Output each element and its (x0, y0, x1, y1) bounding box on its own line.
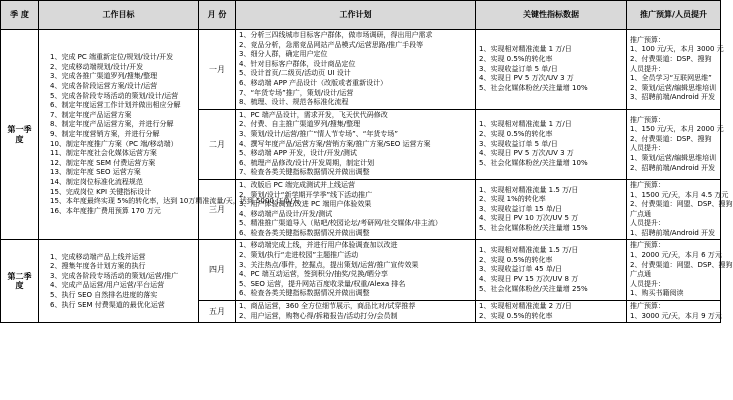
plan-cell-line: 5、设计首页/二级页/活动页 UI 设计 (239, 69, 351, 78)
quarter-cell: 第二季度 (1, 240, 39, 323)
goals-cell-line: 4、完成各阶段运营方案/设计/运营 (50, 81, 158, 90)
plan-cell-line: 3、策划/设计/运营/推广“情人节专场”、“年货专场” (239, 129, 399, 138)
goals-cell-line: 15、完成岗位 KPI 关键指标设计 (50, 187, 152, 196)
header-budget: 推广预算/人员提升 (627, 1, 721, 30)
plan-cell-line: 2、策划/执行“走进校园”主题推广活动 (239, 251, 359, 260)
budget-cell (627, 109, 724, 179)
kpi-cell-line: 2、实现 0.5%的转化率 (479, 54, 553, 63)
header-kpi: 关键性指标数据 (476, 1, 627, 30)
goals-cell-line: 2、搜集年度各计划方案的执行 (50, 262, 146, 271)
plan-cell-line: 6、检查各类关键指标数据情况并做出调整 (239, 289, 370, 298)
header-goals: 工作目标 (39, 1, 199, 30)
kpi-cell-line: 4、实现日 PV 5 万次/UV 3 万 (479, 74, 574, 83)
plan-cell (236, 30, 476, 110)
goals-cell-line: 5、完成各阶段专场活动的策划/设计/运营 (50, 91, 179, 100)
goals-cell-line: 12、制定年度 SEM 付费运营方案 (50, 158, 156, 167)
budget-cell-line: 人员提升： (630, 219, 665, 228)
goals-cell-line: 4、完成产品运营/用户运营/平台运营 (50, 281, 165, 290)
budget-cell-line: 推广预算： (630, 180, 665, 189)
budget-cell-line: 2、付费渠道：DSP、搜狗 (630, 54, 712, 63)
budget-cell-line: 2、付费渠道：网盟、DSP、搜狗 (630, 260, 733, 269)
kpi-cell (476, 301, 627, 323)
budget-cell-line: 1、招聘前端/Android 开发 (630, 228, 716, 237)
goals-cell-line: 6、制定年度运营工作计划并做出相应分解 (50, 101, 181, 110)
plan-cell-line: 5、精准推广渠道导入（贴吧/校园论坛/考研网/社交媒体/非主流） (239, 219, 442, 228)
header-month: 月 份 (199, 1, 236, 30)
plan-cell-line: 4、撰写年度产品/运营方案/营销方案/推广方案/SEO 运营方案 (239, 139, 431, 148)
kpi-cell-line: 3、实现收益订单 45 单/日 (479, 265, 563, 274)
goals-cell-line: 10、制定年度推广方案（PC 端/移动端） (50, 139, 178, 148)
goals-cell-line: 14、制定岗位标准化流程规范 (50, 177, 143, 186)
header-row (1, 1, 721, 30)
kpi-cell-line: 3、实现收益订单 15 单/日 (479, 204, 563, 213)
kpi-cell-line: 1、实现相对精准流量 1 万/日 (479, 45, 572, 54)
budget-cell (627, 30, 724, 110)
plan-cell (236, 179, 476, 240)
goals-cell-line: 15、本年度最终实现 5%的转化率，达到 10万精准流量/天，达到 5000 订单/天 (50, 197, 300, 206)
kpi-cell (476, 179, 627, 240)
plan-cell-line: 4、PC 端互动运营，签到积分/抽奖/兑换/晒分享 (239, 270, 388, 279)
kpi-cell (476, 30, 627, 110)
plan-cell-line: 2、用户运营，购物心得/拆箱报告/活动打分/会员制 (239, 311, 398, 320)
plan-cell-line: 2、付费、自主推广渠道罗列/搜集/整理 (239, 120, 361, 129)
kpi-cell (476, 109, 627, 179)
plan-cell-line: 3、关注热点/事件，挖掘点，提出策划/运营/推广宣传效果 (239, 260, 419, 269)
kpi-cell-line: 4、实现日 PV 15 万次/UV 8 万 (479, 275, 579, 284)
plan-cell-line: 8、梳理、设计、规范各标准化流程 (239, 98, 349, 107)
budget-cell (627, 179, 733, 240)
kpi-cell-line: 3、实现收益订单 5 单/日 (479, 139, 558, 148)
kpi-cell-line: 1、实现相对精准流量 1 万/日 (479, 120, 572, 129)
budget-cell-line: 推广预算： (630, 241, 665, 250)
quarter-cell: 第一季度 (1, 30, 39, 240)
goals-cell-line: 3、完成各推广渠道罗列/搜集/整理 (50, 72, 158, 81)
plan-cell (236, 109, 476, 179)
kpi-cell-line: 1、实现相对精准流量 1.5 万/日 (479, 185, 579, 194)
plan-cell-line: 2、策划/设计“新学期开学季”线下活动推广 (239, 190, 373, 199)
budget-cell-line: 推广预算： (630, 302, 665, 311)
header-quarter: 季 度 (1, 1, 39, 30)
budget-cell-line: 推广预算： (630, 35, 665, 44)
plan-cell-line: 4、移动端产品设计/开发/测试 (239, 209, 333, 218)
goals-cell-line: 13、制定年度 SEO 运营方案 (50, 168, 141, 177)
budget-cell-line: 1、100 元/天，本月 3000 元 (630, 45, 724, 54)
month-cell: 二月 (199, 109, 236, 179)
kpi-cell (476, 240, 627, 301)
plan-cell-line: 5、移动端 APP 开发，设计/开发/测试 (239, 149, 357, 158)
kpi-cell-line: 1、实现相对精准流量 2 万/日 (479, 302, 572, 311)
header-plan: 工作计划 (236, 1, 476, 30)
budget-cell-line: 广点通 (630, 209, 651, 218)
budget-cell-line: 3、招聘前端/Android 开发 (630, 93, 716, 102)
kpi-cell-line: 3、实现收益订单 5 单/日 (479, 64, 558, 73)
budget-cell-line: 1、1500 元/天，本月 4.5 万元 (630, 190, 729, 199)
plan-cell-line: 1、改版后 PC 端完成测试并上线运营 (239, 180, 356, 189)
kpi-cell-line: 2、实现 1%的转化率 (479, 195, 546, 204)
plan-cell-line: 6、梳理产品修改/设计/开发周期，制定计划 (239, 158, 375, 167)
goals-cell-line: 3、完成各阶段专场活动的策划/运营/推广 (50, 271, 179, 280)
plan-cell-line: 7、检查各类关键指标数据情况并做出调整 (239, 168, 370, 177)
budget-cell-line: 人员提升： (630, 64, 665, 73)
budget-cell-line: 1、150 元/天，本月 2000 元 (630, 125, 724, 134)
goals-cell (39, 240, 199, 323)
kpi-cell-line: 5、社会化媒体粉丝/关注量增 25% (479, 284, 588, 293)
table-row (1, 30, 721, 110)
kpi-cell-line: 2、实现 0.5%的转化率 (479, 311, 553, 320)
plan-cell-line: 1、商品运营，360 全方位细节展示，商品比对/试穿推荐 (239, 302, 416, 311)
kpi-cell-line: 5、社会化媒体粉丝/关注量增 10% (479, 158, 588, 167)
plan-cell-line: 1、移动端完成上线，并进行用户体验调查加以改进 (239, 241, 398, 250)
plan-cell-line: 4、针对目标客户群体，设计商品定位 (239, 59, 356, 68)
kpi-cell-line: 4、实现日 PV 10 万次/UV 5 万 (479, 214, 579, 223)
month-cell: 一月 (199, 30, 236, 110)
plan-cell-line: 1、PC 端产品设计，需求开发，飞天伏代码修改 (239, 110, 388, 119)
budget-cell-line: 1、全员学习“互联网思维” (630, 74, 712, 83)
table-row (1, 240, 721, 301)
budget-cell-line: 1、2000 元/天，本月 6 万元 (630, 251, 722, 260)
month-cell: 三月 (199, 179, 236, 240)
plan-cell (236, 240, 476, 301)
budget-cell-line: 2、策划/运营/编辑思维培训 (630, 83, 717, 92)
budget-cell-line: 人员提升： (630, 144, 665, 153)
budget-cell-line: 2、招聘前端/Android 开发 (630, 163, 716, 172)
budget-cell-line: 2、付费渠道：DSP、搜狗 (630, 134, 712, 143)
plan-cell-line: 3、用户体验调查/改进 PC 端用户体验效果 (239, 200, 372, 209)
goals-cell-line: 16、本年度推广费用预算 170 万元 (50, 206, 161, 215)
budget-cell-line: 2、付费渠道：网盟、DSP、搜狗 (630, 200, 733, 209)
plan-cell (236, 301, 476, 323)
budget-cell-line: 人员提升： (630, 279, 665, 288)
goals-cell-line: 11、制定年度社会化媒体运营方案 (50, 149, 157, 158)
kpi-cell-line: 2、实现 0.5%的转化率 (479, 129, 553, 138)
plan-cell-line: 6、检查各类关键指标数据情况并做出调整 (239, 228, 370, 237)
goals-cell-line: 7、制定年度产品运营方案 (50, 110, 132, 119)
goals-cell-line: 1、完成 PC 端重新定位/规划/设计/开发 (50, 53, 174, 62)
budget-cell-line: 推广预算： (630, 115, 665, 124)
goals-cell-line: 1、完成移动端产品上线并运营 (50, 252, 146, 261)
kpi-cell-line: 1、实现相对精准流量 1.5 万/日 (479, 246, 579, 255)
budget-cell-line: 1、3000 元/天，本月 9 万元 (630, 311, 722, 320)
goals-cell-line: 2、完成移动端规划/设计/开发 (50, 62, 144, 71)
kpi-cell-line: 5、社会化媒体粉丝/关注量增 15% (479, 224, 588, 233)
plan-cell-line: 5、SEO 运营，提升网站百度收录量/权重/Alexa 排名 (239, 279, 406, 288)
plan-cell-line: 6、移动端 APP 产品设计（改版或者重新设计） (239, 78, 388, 87)
kpi-cell-line: 5、社会化媒体粉丝/关注量增 10% (479, 83, 588, 92)
month-cell: 四月 (199, 240, 236, 301)
budget-cell-line: 广点通 (630, 270, 651, 279)
kpi-cell-line: 4、实现日 PV 5 万次/UV 3 万 (479, 149, 574, 158)
goals-cell-line: 5、执行 SEO 自然排名进度的落实 (50, 290, 158, 299)
month-cell: 五月 (199, 301, 236, 323)
kpi-cell-line: 2、实现 0.5%的转化率 (479, 255, 553, 264)
budget-cell (627, 240, 733, 301)
budget-cell (627, 301, 721, 323)
goals-cell-line: 9、制定年度营销方案，并进行分解 (50, 129, 160, 138)
goals-cell-line: 8、制定年度产品运营方案，并进行分解 (50, 120, 174, 129)
budget-cell-line: 1、购买书籍阅读 (630, 289, 684, 298)
plan-cell-line: 2、竞品分析，急需竞品网站产品模式/运营思路/推广手段等 (239, 40, 424, 49)
plan-cell-line: 1、分析三四线城市目标客户群体，做市场调研，得出用户需求 (239, 31, 433, 39)
plan-cell-line: 3、细分人群，确定用户定位 (239, 50, 328, 59)
goals-cell-line: 6、执行 SEM 付费渠道的最优化运营 (50, 300, 165, 309)
plan-cell-line: 7、“年货专场”推广，策划/设计/运营 (239, 88, 354, 97)
budget-cell-line: 1、策划/运营/编辑思维培训 (630, 153, 717, 162)
